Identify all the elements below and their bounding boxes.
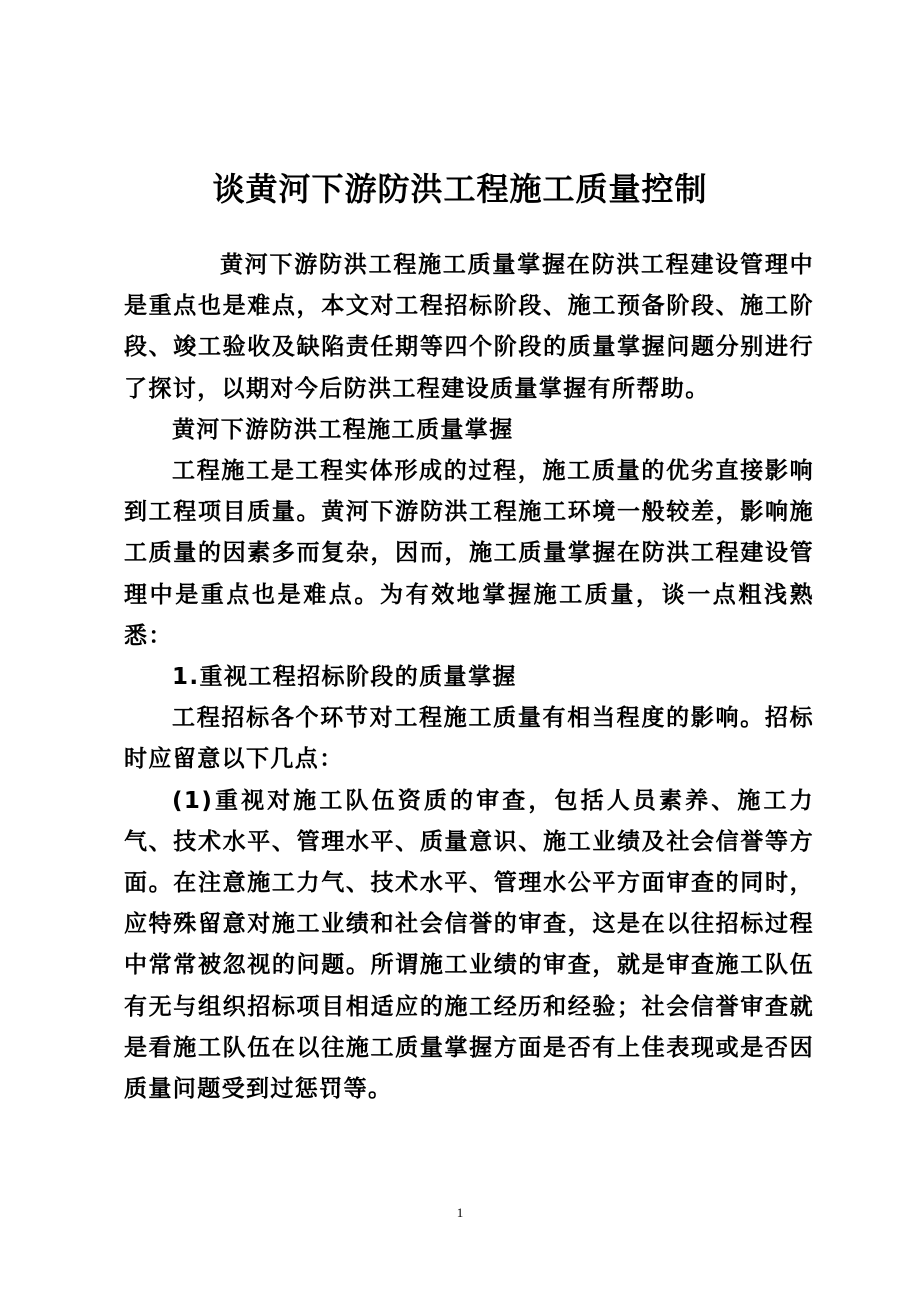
abstract-paragraph: 黄河下游防洪工程施工质量掌握在防洪工程建设管理中是重点也是难点，本文对工程招标阶段、施工预备阶段、施工阶段、竣工验收及缺陷责任期等四个阶段的质量掌握问题分别进行了探讨，以期对今后防洪工程建设质量掌握有所帮助。 xyxy=(124,252,814,402)
page-number: 1 xyxy=(456,1205,464,1220)
intro-paragraph: 工程施工是工程实体形成的过程，施工质量的优劣直接影响到工程项目质量。黄河下游防洪工程施工环境一般较差，影响施工质量的因素多而复杂，因而，施工质量掌握在防洪工程建设管理中是重点也是难点。为有效地掌握施工质量，谈一点粗浅熟悉： xyxy=(124,458,814,649)
section-1-intro-paragraph: 工程招标各个环节对工程施工质量有相当程度的影响。招标时应留意以下几点： xyxy=(124,705,814,773)
section-heading-main: 黄河下游防洪工程施工质量掌握 xyxy=(172,416,514,443)
point-1-paragraph: (1)重视对施工队伍资质的审查，包括人员素养、施工力气、技术水平、管理水平、质量意识、施工业绩及社会信誉等方面。在注意施工力气、技术水平、管理水公平方面审查的同时，应特殊留意对施工业绩和社会信誉的审查，这是在以往招标过程中常常被忽视的问题。所谓施工业绩的审查，就是审查施工队伍有无与组织招标项目相适应的施工经历和经验；社会信誉审查就是看施工队伍在以往施工质量掌握方面是否有上佳表现或是否因质量问题受到过惩罚等。 xyxy=(124,787,814,1103)
section-1-heading: 1.重视工程招标阶段的质量掌握 xyxy=(172,664,517,691)
document-body xyxy=(124,245,814,1110)
page-title: 谈黄河下游防洪工程施工质量控制 xyxy=(212,170,708,208)
